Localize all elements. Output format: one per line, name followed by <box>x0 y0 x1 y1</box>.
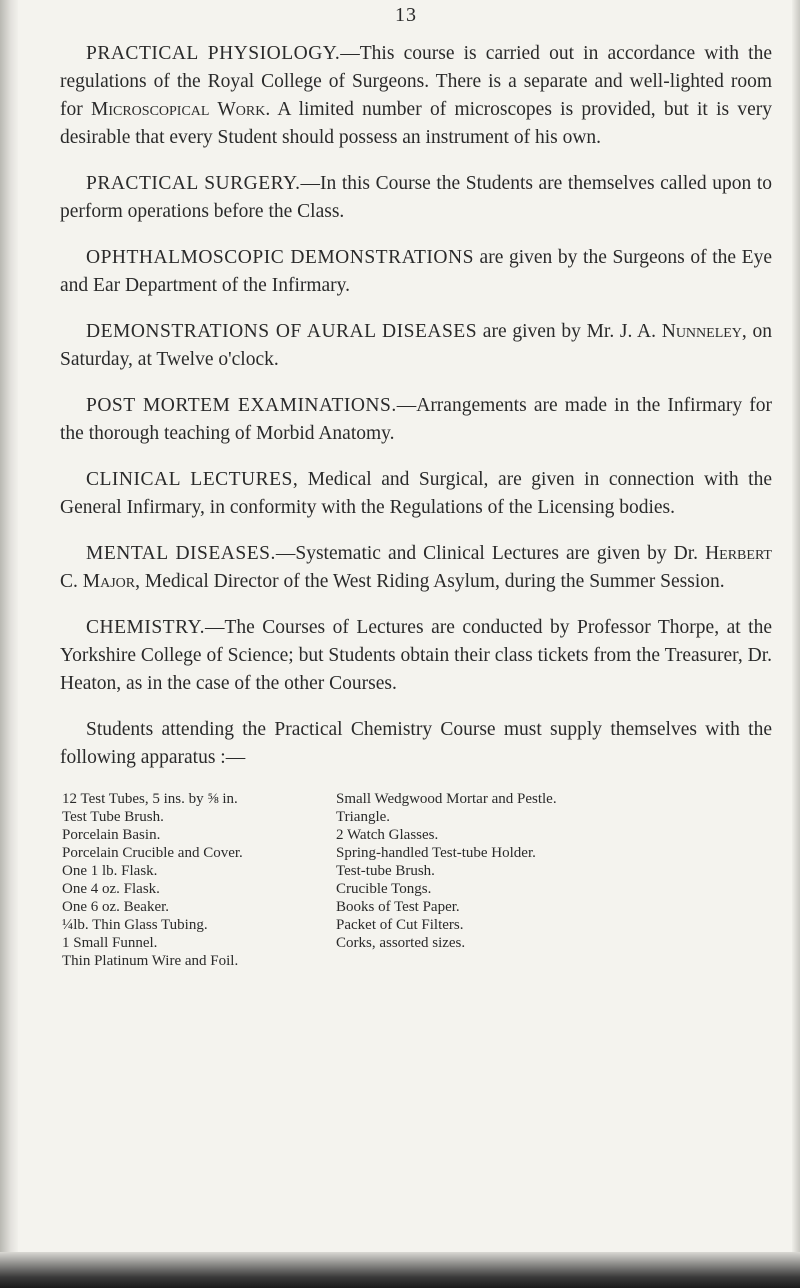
paragraph-mental-diseases <box>60 540 772 596</box>
apparatus-item: One 1 lb. Flask. <box>62 863 158 879</box>
page-right-edge <box>792 0 800 1288</box>
paragraph-heading: OPHTHALMOSCOPIC DEMONSTRATIONS <box>86 247 474 268</box>
apparatus-item: Thin Platinum Wire and Foil. <box>62 953 239 969</box>
paragraph-text: —The Courses of Lectures are conducted by Professor Thorpe, at the Yorkshire College of Science; but Students obtain their class tickets from the Treasurer, Dr. Heaton, as in the case of the other Courses. <box>60 617 772 694</box>
paragraph-heading: CHEMISTRY. <box>86 617 205 638</box>
apparatus-item: Triangle. <box>336 809 391 825</box>
apparatus-item: 2 Watch Glasses. <box>336 827 439 843</box>
apparatus-item: Test Tube Brush. <box>62 809 164 825</box>
paragraph-heading: POST MORTEM EXAMINATIONS. <box>86 395 397 416</box>
apparatus-item: Spring-handled Test-tube Holder. <box>336 845 536 861</box>
apparatus-item: Corks, assorted sizes. <box>336 935 466 951</box>
apparatus-item: One 4 oz. Flask. <box>62 881 160 897</box>
paragraph-text: —This course is carried out in accordance with the regulations of the Royal College of Surgeons. There is a separate and well-lighted room for <box>60 43 773 120</box>
paragraph-text: are given by the Surgeons of the Eye and Ear Department of the Infirmary. <box>60 247 772 296</box>
apparatus-column-right <box>336 790 636 970</box>
paragraph-text: are given by Mr. J. A. <box>477 321 662 342</box>
paragraph-text: Medical and Surgical, are given in connection with the General Infirmary, in conformity with the Regulations of the Licensing bodies. <box>60 469 772 518</box>
paragraph-text: —In this Course the Students are themselves called upon to perform operations before the Class. <box>60 173 772 222</box>
apparatus-item: 1 Small Funnel. <box>62 935 158 951</box>
paragraph-text-end: , Medical Director of the West Riding Asylum, during the Summer Session. <box>135 571 725 592</box>
apparatus-column-left <box>62 790 322 970</box>
page-content <box>60 40 772 970</box>
paragraph-practical-surgery <box>60 170 772 226</box>
apparatus-item: Packet of Cut Filters. <box>336 917 464 933</box>
paragraph-heading: CLINICAL LECTURES, <box>86 469 299 490</box>
apparatus-list <box>60 790 772 970</box>
paragraph-smallcaps: Microscopical Work. <box>91 99 271 120</box>
apparatus-item: Porcelain Basin. <box>62 827 161 843</box>
paragraph-text-end: , on Saturday, at Twelve o'clock. <box>60 321 773 370</box>
apparatus-item: Small Wedgwood Mortar and Pestle. <box>336 791 557 807</box>
paragraph-smallcaps: Nunneley <box>661 321 742 342</box>
apparatus-item: Test-tube Brush. <box>336 863 435 879</box>
paragraph-practical-physiology <box>60 40 772 152</box>
apparatus-item: One 6 oz. Beaker. <box>62 899 170 915</box>
paragraph-post-mortem <box>60 392 772 448</box>
scan-bottom-shadow <box>0 1252 800 1288</box>
paragraph-heading: PRACTICAL SURGERY. <box>86 173 301 194</box>
paragraph-text-end: A limited number of microscopes is provided, but it is very desirable that every Student should possess an instrument of his own. <box>60 99 773 148</box>
paragraph-heading: DEMONSTRATIONS OF AURAL DISEASES <box>86 321 478 342</box>
paragraph-text: Students attending the Practical Chemistry Course must supply themselves with the following apparatus :— <box>60 719 772 768</box>
paragraph-clinical-lectures <box>60 466 772 522</box>
apparatus-item: ¼lb. Thin Glass Tubing. <box>62 917 208 933</box>
apparatus-item: Crucible Tongs. <box>336 881 432 897</box>
paragraph-heading: PRACTICAL PHYSIOLOGY. <box>86 43 341 64</box>
apparatus-item: Porcelain Crucible and Cover. <box>62 845 243 861</box>
paragraph-heading: MENTAL DISEASES. <box>86 543 276 564</box>
document-page <box>18 0 794 1288</box>
paragraph-chemistry <box>60 614 772 698</box>
paragraph-aural-diseases <box>60 318 772 374</box>
paragraph-smallcaps: Herbert C. Major <box>60 543 772 592</box>
apparatus-item: 12 Test Tubes, 5 ins. by ⅝ in. <box>62 791 238 807</box>
page-number: 13 <box>395 4 417 26</box>
paragraph-apparatus-intro <box>60 716 772 772</box>
page-binding-edge <box>0 0 18 1288</box>
paragraph-ophthalmoscopic <box>60 244 772 300</box>
paragraph-text: —Arrangements are made in the Infirmary for the thorough teaching of Morbid Anatomy. <box>60 395 772 444</box>
apparatus-item: Books of Test Paper. <box>336 899 460 915</box>
paragraph-text: —Systematic and Clinical Lectures are given by Dr. <box>275 543 706 564</box>
